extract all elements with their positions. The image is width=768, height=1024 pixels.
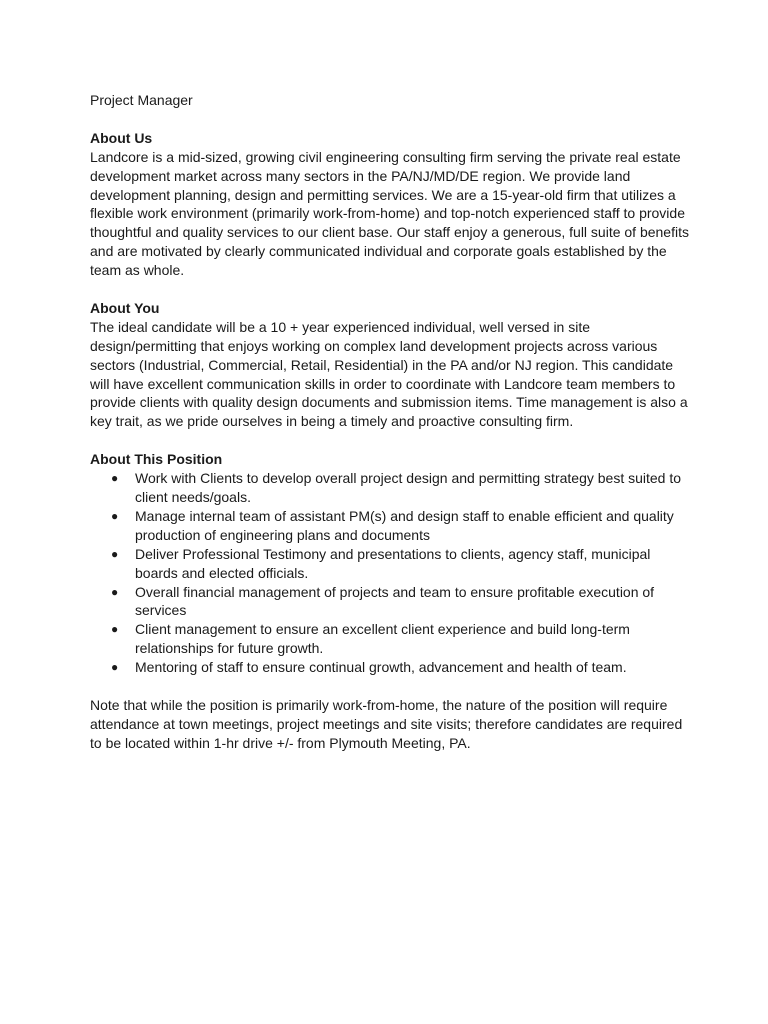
- list-item: [90, 658, 690, 677]
- about-us-body: Landcore is a mid-sized, growing civil engineering consulting firm serving the private real estate development market across many sectors in the PA/NJ/MD/DE region. We provide land development planning, design and permitting services. We are a 15-year-old firm that utilizes a flexible work environment (primarily work-from-home) and top-notch experienced staff to provide thoughtful and quality services to our client base. Our staff enjoy a generous, full suite of benefits and are motivated by clearly communicated individual and corporate goals established by the team as whole.: [90, 148, 689, 279]
- bullet-icon: ●: [111, 660, 119, 675]
- about-position-heading: About This Position: [90, 451, 223, 468]
- list-item: [90, 469, 690, 507]
- about-you-heading: About You: [90, 299, 160, 316]
- location-note: Note that while the position is primarily work-from-home, the nature of the position will require attendance at town meetings, project meetings and site visits; therefore candidates are required to be located within 1-hr drive +/- from Plymouth Meeting, PA.: [90, 696, 683, 751]
- bullet-icon: ●: [111, 508, 119, 523]
- list-item-text: Mentoring of staff to ensure continual growth, advancement and health of team.: [135, 659, 627, 676]
- list-item: [90, 507, 690, 545]
- list-item: [90, 545, 690, 583]
- list-item-text: Work with Clients to develop overall project design and permitting strategy best suited to client needs/goals.: [135, 470, 682, 505]
- list-item: [90, 583, 690, 621]
- document-title: Project Manager: [90, 92, 193, 108]
- document-page: [90, 91, 690, 753]
- bullet-icon: ●: [111, 622, 119, 637]
- list-item-text: Manage internal team of assistant PM(s) and design staff to enable efficient and quality production of engineering plans and documents: [135, 507, 674, 543]
- responsibilities-list: [90, 469, 690, 677]
- spacer: [90, 431, 690, 450]
- bullet-icon: ●: [111, 471, 119, 486]
- list-item: [90, 620, 690, 658]
- bullet-icon: ●: [111, 546, 119, 561]
- list-item-text: Client management to ensure an excellent client experience and build long-term relationships for future growth.: [135, 621, 630, 657]
- spacer: [90, 677, 690, 696]
- list-item-text: Deliver Professional Testimony and presentations to clients, agency staff, municipal boards and elected officials.: [135, 545, 651, 581]
- spacer: [90, 280, 690, 299]
- about-us-heading: About Us: [90, 129, 153, 146]
- spacer: [90, 110, 690, 129]
- about-you-body: The ideal candidate will be a 10 + year experienced individual, well versed in site design/permitting that enjoys working on complex land development projects across various sectors (Industrial, Commercial, Retail, Residential) in the PA and/or NJ region. This candidate will have excellent communication skills in order to coordinate with Landcore team members to provide clients with quality design documents and submission items. Time management is also a key trait, as we pride ourselves in being a timely and proactive consulting firm.: [90, 318, 688, 430]
- list-item-text: Overall financial management of projects and team to ensure profitable execution of services: [135, 583, 655, 619]
- bullet-icon: ●: [111, 584, 119, 599]
